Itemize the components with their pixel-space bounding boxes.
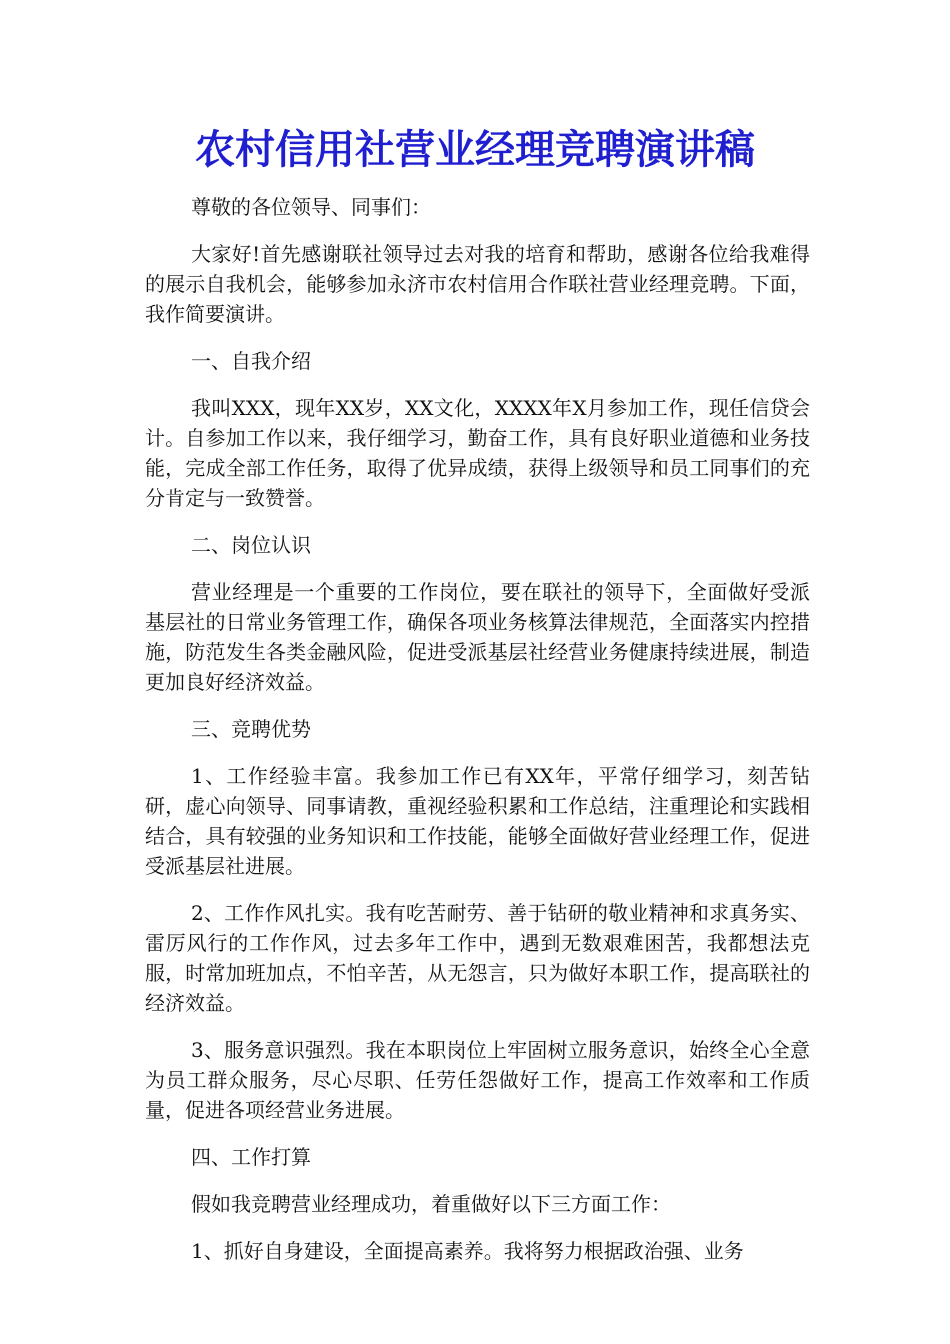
advantage-paragraph-1: 1、工作经验丰富。我参加工作已有XX年，平常仔细学习，刻苦钻研，虚心向领导、同事请教，重视经验积累和工作总结，注重理论和实践相结合，具有较强的业务知识和工作技能，能够全面做好营业经理工作，促进受派基层社进展。 [145, 764, 810, 878]
section-heading-advantages: 三、竞聘优势 [191, 717, 311, 741]
plans-paragraph: 假如我竞聘营业经理成功，着重做好以下三方面工作： [191, 1192, 671, 1216]
salutation: 尊敬的各位领导、同事们： [191, 195, 431, 219]
section-heading-plans: 四、工作打算 [191, 1145, 311, 1169]
plan-paragraph-1: 1、抓好自身建设，全面提高素养。我将努力根据政治强、业务 [191, 1239, 744, 1263]
section-heading-self-intro: 一、自我介绍 [191, 349, 311, 373]
self-intro-paragraph: 我叫XXX，现年XX岁，XX文化，XXXX年X月参加工作，现任信贷会计。自参加工作以来，我仔细学习，勤奋工作，具有良好职业道德和业务技能，完成全部工作任务，取得了优异成绩，获得上级领导和员工同事们的充分肯定与一致赞誉。 [145, 396, 810, 510]
advantage-paragraph-2: 2、工作作风扎实。我有吃苦耐劳、善于钻研的敬业精神和求真务实、雷厉风行的工作作风，过去多年工作中，遇到无数艰难困苦，我都想法克服，时常加班加点，不怕辛苦，从无怨言，只为做好本职工作，提高联社的经济效益。 [145, 901, 810, 1015]
role-paragraph: 营业经理是一个重要的工作岗位，要在联社的领导下，全面做好受派基层社的日常业务管理工作，确保各项业务核算法律规范，全面落实内控措施，防范发生各类金融风险，促进受派基层社经营业务健康持续进展，制造更加良好经济效益。 [145, 580, 810, 694]
advantage-paragraph-3: 3、服务意识强烈。我在本职岗位上牢固树立服务意识，始终全心全意为员工群众服务，尽心尽职、任劳任怨做好工作，提高工作效率和工作质量，促进各项经营业务进展。 [145, 1038, 810, 1122]
section-heading-role: 二、岗位认识 [191, 533, 311, 557]
document-body [145, 192, 810, 1283]
document-title: 农村信用社营业经理竞聘演讲稿 [195, 126, 755, 173]
intro-paragraph: 大家好!首先感谢联社领导过去对我的培育和帮助，感谢各位给我难得的展示自我机会，能够参加永济市农村信用合作联社营业经理竞聘。下面，我作简要演讲。 [145, 242, 810, 326]
